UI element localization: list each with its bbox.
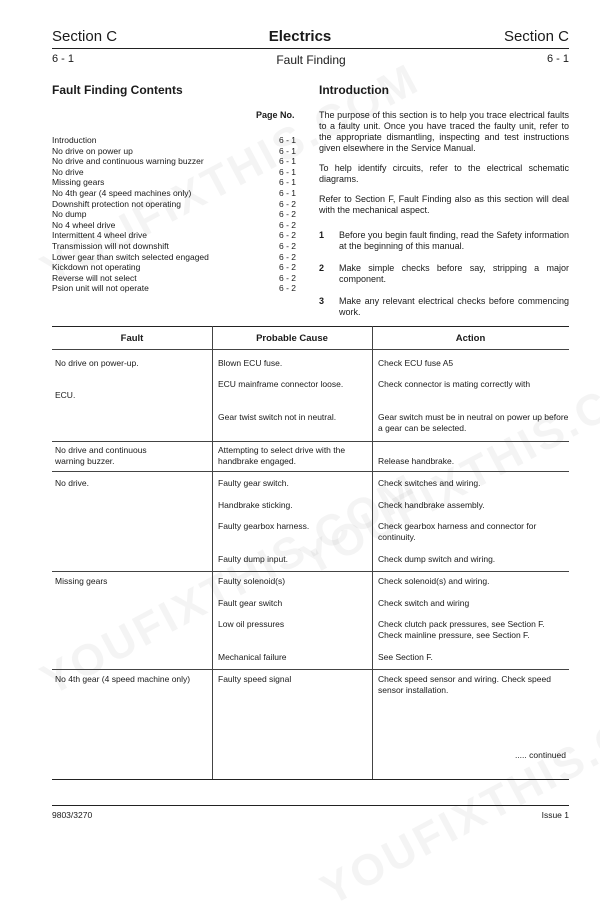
contents-item-label: No 4 wheel drive xyxy=(52,219,116,230)
header-rule-bottom xyxy=(52,349,569,350)
col-header-fault: Fault xyxy=(120,333,144,344)
row-divider xyxy=(52,669,569,670)
action-cell: Check solenoid(s) and wiring. xyxy=(378,576,490,586)
cause-cell: Attempting to select drive with the handbrake engaged. xyxy=(218,445,346,466)
watermark xyxy=(313,674,600,916)
action-cell: Check clutch pack pressures, see Section F. Check mainline pressure, see Section F. xyxy=(378,619,545,640)
contents-item-page: 6 - 1 xyxy=(278,177,296,188)
cause-cell: Gear twist switch not in neutral. xyxy=(218,412,337,422)
contents-item xyxy=(52,146,296,157)
intro-paragraph-3: Refer to Section F, Fault Finding also as this section will deal with the mechanical aspect. xyxy=(319,194,569,215)
contents-item-page: 6 - 2 xyxy=(278,230,296,241)
contents-item-label: No drive xyxy=(52,166,84,177)
contents-item-label: Missing gears xyxy=(52,177,105,188)
fault-cell: Missing gears xyxy=(55,576,108,586)
row-divider xyxy=(52,471,569,472)
fault-cell: No 4th gear (4 speed machine only) xyxy=(55,674,191,684)
action-cell: Check speed sensor and wiring. Check speed sensor installation. xyxy=(378,674,551,695)
contents-item xyxy=(52,283,296,294)
page-no-label: Page No. xyxy=(256,110,295,120)
contents-item-page: 6 - 2 xyxy=(278,219,296,230)
contents-item-page: 6 - 1 xyxy=(278,145,296,156)
col-divider xyxy=(372,326,373,779)
contents-item-label: Downshift protection not operating xyxy=(52,198,181,209)
contents-item-label: No 4th gear (4 speed machines only) xyxy=(52,188,192,198)
fault-cell: No drive and continuous warning buzzer. xyxy=(55,445,147,466)
action-cell: Gear switch must be in neutral on power up before a gear can be selected. xyxy=(378,412,569,433)
col-header-action: Action xyxy=(455,333,486,344)
contents-item-label: No dump xyxy=(52,209,87,220)
cause-cell: Low oil pressures xyxy=(218,619,285,629)
footer-rule xyxy=(52,805,569,806)
table-top-rule xyxy=(52,326,569,327)
col-header-cause: Probable Cause xyxy=(256,333,328,344)
step-number: 3 xyxy=(319,296,325,306)
row-divider xyxy=(52,571,569,572)
contents-item-label: Transmission will not downshift xyxy=(52,241,169,251)
intro-body xyxy=(319,110,569,216)
subheader-left: 6 - 1 xyxy=(52,53,75,65)
contents-item-page: 6 - 2 xyxy=(278,251,296,262)
step-text: Before you begin fault finding, read the Safety information at the beginning of this manual. xyxy=(339,230,569,251)
cause-cell: Blown ECU fuse. xyxy=(218,358,283,368)
contents-item xyxy=(52,273,296,284)
footer-doc-number: 9803/3270 xyxy=(52,810,93,820)
contents-item xyxy=(52,199,296,210)
contents-item xyxy=(52,209,296,220)
contents-item-page: 6 - 1 xyxy=(278,188,296,198)
cause-cell: Faulty dump input. xyxy=(218,554,288,564)
action-cell: See Section F. xyxy=(378,652,433,662)
contents-item-page: 6 - 2 xyxy=(278,283,296,294)
contents-item-label: No drive on power up xyxy=(52,145,133,156)
contents-item-page: 6 - 1 xyxy=(278,135,296,145)
action-cell: Check connector is mating correctly with xyxy=(378,379,531,389)
row-divider xyxy=(52,441,569,442)
contents-item xyxy=(52,135,296,146)
intro-paragraph-1: The purpose of this section is to help you trace electrical faults to a faulty unit. Once you have traced the faulty unit, refer to the appropriate dismantling, inspecting and test instructions given elsewhere in the Service Manual. xyxy=(319,110,569,153)
contents-item xyxy=(52,262,296,273)
header-rule xyxy=(52,48,569,49)
table-bottom-rule xyxy=(52,779,569,780)
action-cell: Check handbrake assembly. xyxy=(378,500,485,510)
contents-item-page: 6 - 2 xyxy=(278,241,296,251)
header-right: Section C xyxy=(503,28,569,45)
contents-item-page: 6 - 1 xyxy=(278,166,296,177)
contents-item-page: 6 - 2 xyxy=(278,198,296,209)
cause-cell: Fault gear switch xyxy=(218,598,283,608)
cause-cell: Faulty speed signal xyxy=(218,674,292,684)
fault-cell: No drive on power-up. xyxy=(55,358,139,368)
contents-item-page: 6 - 1 xyxy=(278,156,296,167)
subheader-right: 6 - 1 xyxy=(546,53,569,65)
contents-item-label: Kickdown not operating xyxy=(52,262,141,273)
continued-note: ..... continued xyxy=(514,750,566,760)
header-center: Electrics xyxy=(268,28,332,45)
step-text: Make any relevant electrical checks before commencing work. xyxy=(339,296,569,317)
cause-cell: ECU mainframe connector loose. xyxy=(218,379,344,389)
step-number: 1 xyxy=(319,230,325,240)
contents-item-label: Lower gear than switch selected engaged xyxy=(52,251,209,262)
contents-item xyxy=(52,167,296,178)
action-cell: Release handbrake. xyxy=(378,456,455,466)
contents-item xyxy=(52,188,296,199)
contents-item-label: Introduction xyxy=(52,135,97,145)
contents-item-page: 6 - 2 xyxy=(278,209,296,220)
contents-title: Fault Finding Contents xyxy=(52,83,183,97)
col-divider xyxy=(212,326,213,779)
contents-item xyxy=(52,252,296,263)
step-number: 2 xyxy=(319,263,325,273)
cause-cell: Faulty gearbox harness. xyxy=(218,521,310,531)
contents-item-label: No drive and continuous warning buzzer xyxy=(52,156,204,167)
cause-cell: Handbrake sticking. xyxy=(218,500,293,510)
intro-paragraph-2: To help identify circuits, refer to the electrical schematic diagrams. xyxy=(319,163,569,184)
contents-item xyxy=(52,241,296,252)
contents-item xyxy=(52,156,296,167)
contents-item-page: 6 - 2 xyxy=(278,272,296,283)
cause-cell: Faulty solenoid(s) xyxy=(218,576,286,586)
action-cell: Check dump switch and wiring. xyxy=(378,554,496,564)
cause-cell: Faulty gear switch. xyxy=(218,478,289,488)
header-left: Section C xyxy=(52,28,118,45)
cause-cell: Mechanical failure xyxy=(218,652,287,662)
contents-item-label: Reverse will not select xyxy=(52,272,137,283)
action-cell: Check gearbox harness and connector for continuity. xyxy=(378,521,537,542)
contents-item xyxy=(52,177,296,188)
contents-item-page: 6 - 2 xyxy=(278,262,296,273)
action-cell: Check ECU fuse A5 xyxy=(378,358,454,368)
contents-item xyxy=(52,230,296,241)
footer-issue: Issue 1 xyxy=(541,810,569,820)
contents-item-label: Intermittent 4 wheel drive xyxy=(52,230,147,241)
step-text: Make simple checks before say, stripping a major component. xyxy=(339,263,569,284)
fault-cell: No drive. xyxy=(55,478,90,488)
intro-title: Introduction xyxy=(319,83,389,97)
contents-item-label: Psion unit will not operate xyxy=(52,283,149,294)
subheader-center: Fault Finding xyxy=(276,53,346,67)
fault-cell: ECU. xyxy=(55,390,76,400)
contents-item xyxy=(52,220,296,231)
action-cell: Check switch and wiring xyxy=(378,598,470,608)
action-cell: Check switches and wiring. xyxy=(378,478,481,488)
